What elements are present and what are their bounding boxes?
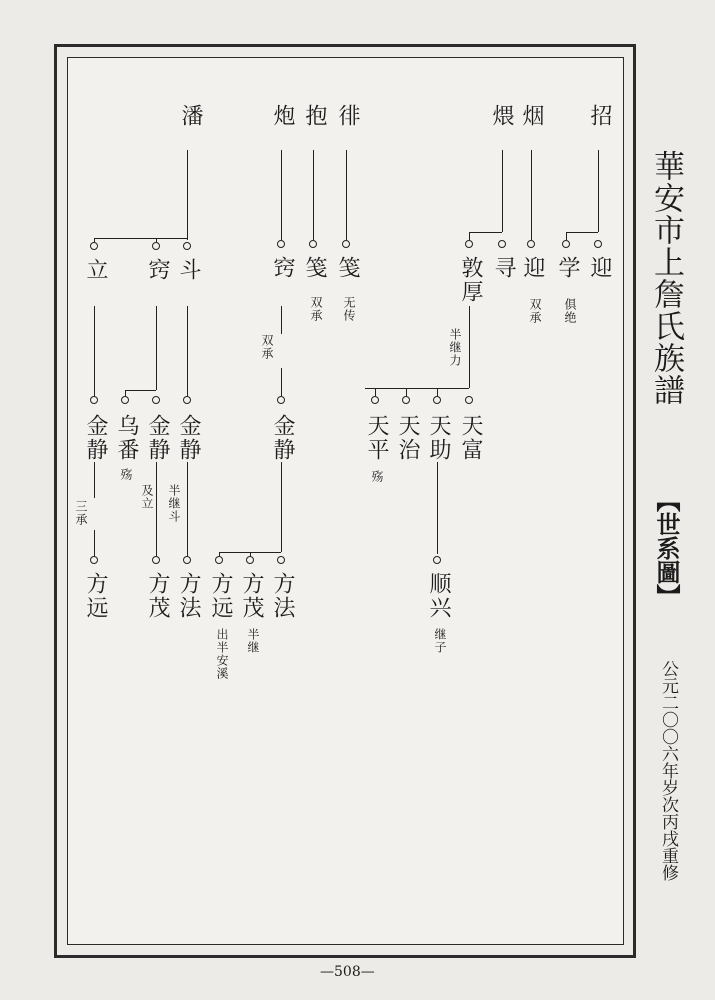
connector-line (187, 462, 188, 556)
member-name: 方法 (176, 572, 201, 620)
member-node (527, 240, 535, 248)
member-node (594, 240, 602, 248)
member-node (215, 556, 223, 564)
member-note: 双承 (309, 296, 323, 322)
member-name: 敦厚 (458, 256, 483, 304)
member-node (433, 556, 441, 564)
member-name: 迎 (587, 256, 612, 280)
member-node (121, 396, 129, 404)
connector-line (156, 462, 157, 556)
member-name: 窍 (145, 258, 170, 282)
member-name: 金静 (270, 414, 295, 462)
member-name: 寻 (491, 256, 516, 280)
member-name: 金静 (83, 414, 108, 462)
member-name: 笺 (335, 256, 360, 280)
member-note: 及立 (140, 484, 154, 510)
ancestor-name: 炮 (270, 104, 295, 128)
connector-line (94, 306, 95, 396)
connector-line (469, 232, 470, 240)
member-name: 乌番 (114, 414, 139, 462)
member-name: 笺 (302, 256, 327, 280)
member-note: 双承 (260, 334, 274, 360)
member-node (246, 556, 254, 564)
member-name: 天富 (458, 414, 483, 462)
connector-line (406, 388, 407, 396)
member-node (371, 396, 379, 404)
revision-date: 公元二〇〇六年岁次丙戌重修 (658, 660, 678, 881)
connector-line (281, 462, 282, 552)
member-node (90, 242, 98, 250)
member-name: 金静 (145, 414, 170, 462)
member-name: 方法 (270, 572, 295, 620)
member-node (277, 240, 285, 248)
member-name: 迎 (520, 256, 545, 280)
connector-line (566, 232, 567, 240)
member-note: 半继 (246, 628, 260, 654)
member-name: 天平 (364, 414, 389, 462)
member-note: 俱绝 (563, 298, 577, 324)
book-title: 華安市上詹氏族譜 (648, 150, 684, 406)
member-name: 立 (83, 258, 108, 282)
connector-line (313, 150, 314, 240)
member-note: 半继斗 (167, 484, 181, 523)
member-name: 斗 (176, 258, 201, 282)
member-name: 窍 (270, 256, 295, 280)
member-node (277, 556, 285, 564)
member-name: 方远 (208, 572, 233, 620)
connector-line (566, 232, 598, 233)
connector-line (187, 306, 188, 396)
connector-line (125, 390, 156, 391)
member-note: 殇 (370, 470, 384, 483)
member-name: 方远 (83, 572, 108, 620)
connector-line (346, 150, 347, 240)
member-node (309, 240, 317, 248)
member-name: 天助 (426, 414, 451, 462)
ancestor-name: 招 (587, 104, 612, 128)
connector-line (437, 388, 438, 396)
ancestor-name: 烟 (519, 104, 544, 128)
member-node (498, 240, 506, 248)
member-name: 顺兴 (426, 572, 451, 620)
connector-line (469, 306, 470, 388)
member-node (183, 242, 191, 250)
member-node (433, 396, 441, 404)
connector-line (531, 150, 532, 240)
member-note: 殇 (119, 468, 133, 481)
ancestor-name: 抱 (302, 104, 327, 128)
connector-line (598, 150, 599, 232)
member-name: 学 (555, 256, 580, 280)
section-title: 【世系圖】 (652, 488, 681, 608)
connector-line (187, 150, 188, 240)
member-node (152, 396, 160, 404)
ancestor-name: 煨 (489, 104, 514, 128)
member-node (90, 556, 98, 564)
connector-line (365, 388, 469, 389)
ancestor-name: 潘 (178, 104, 203, 128)
member-name: 方茂 (145, 572, 170, 620)
member-node (342, 240, 350, 248)
connector-line (281, 306, 282, 334)
connector-line (469, 232, 502, 233)
member-node (402, 396, 410, 404)
member-note: 出半安溪 (215, 628, 229, 680)
connector-line (281, 368, 282, 396)
member-node (465, 240, 473, 248)
connector-line (156, 306, 157, 390)
connector-line (281, 150, 282, 240)
connector-line (94, 462, 95, 498)
member-note: 继子 (433, 628, 447, 654)
member-node (562, 240, 570, 248)
connector-line (94, 238, 187, 239)
connector-line (375, 388, 376, 396)
member-name: 方茂 (239, 572, 264, 620)
page-number: —508— (320, 964, 375, 980)
member-node (90, 396, 98, 404)
member-note: 无传 (342, 296, 356, 322)
member-name: 金静 (176, 414, 201, 462)
member-node (152, 242, 160, 250)
connector-line (437, 462, 438, 554)
connector-line (502, 150, 503, 232)
connector-line (94, 530, 95, 556)
member-node (465, 396, 473, 404)
member-node (152, 556, 160, 564)
member-note: 双承 (528, 298, 542, 324)
member-note: 半继力 (448, 328, 462, 367)
member-node (183, 556, 191, 564)
ancestor-name: 徘 (335, 104, 360, 128)
member-node (277, 396, 285, 404)
member-note: 三承 (74, 500, 88, 526)
member-name: 天治 (395, 414, 420, 462)
member-node (183, 396, 191, 404)
